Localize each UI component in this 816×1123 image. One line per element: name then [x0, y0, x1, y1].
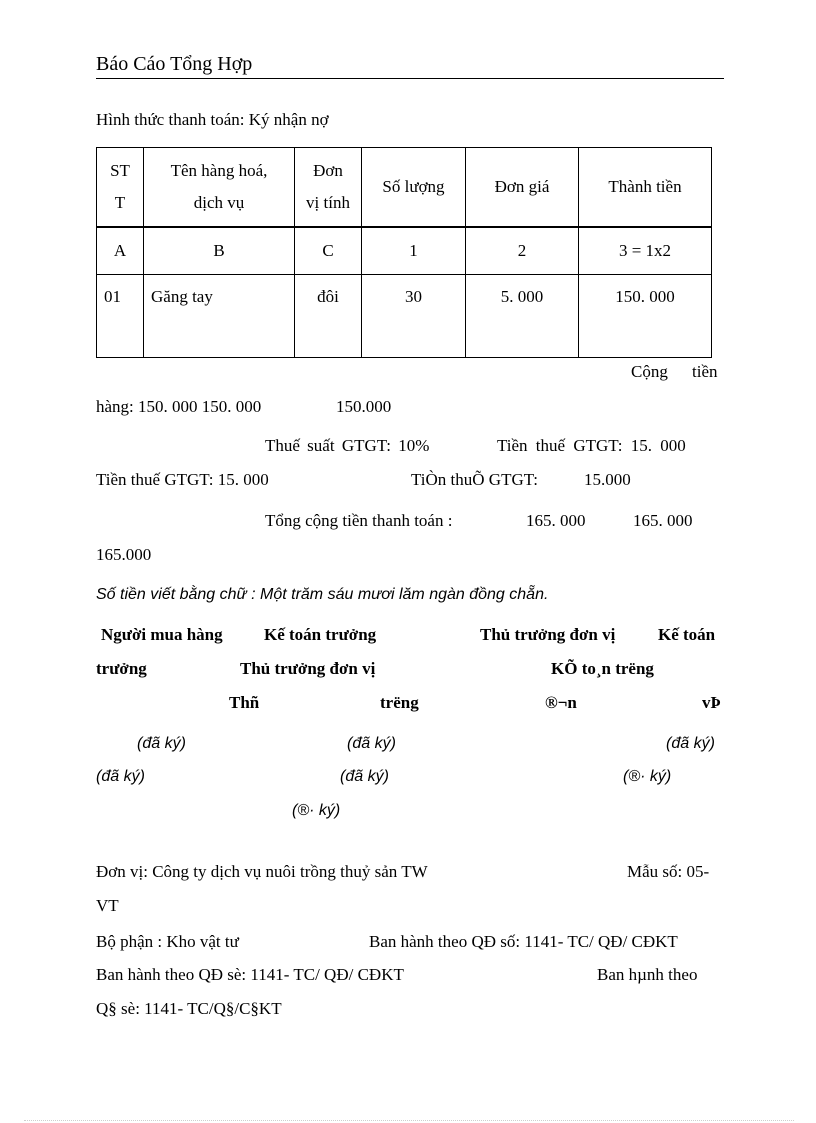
signed-mark: (đã ký)	[137, 735, 186, 752]
header-name: Tên hàng hoá, dịch vụ	[144, 148, 295, 228]
tax-rate: Thuế suất GTGT: 10%	[265, 436, 430, 455]
grand-total-label: Tổng cộng tiền thanh toán :	[265, 511, 453, 530]
department: Bộ phận : Kho vật tư	[96, 932, 239, 951]
row-amount: 150. 000	[579, 275, 712, 358]
page-title: Báo Cáo Tổng Hợp	[96, 53, 253, 75]
tax-amount-1: Tiền thuế GTGT: 15. 000	[497, 436, 686, 455]
cong-tien-value: 150.000	[336, 397, 392, 416]
grand-total-2: 165. 000	[633, 511, 693, 530]
signed-mark: (đã ký)	[347, 735, 396, 752]
decision-2: Ban hành theo QĐ sè: 1141- TC/ QĐ/ CĐKT	[96, 965, 404, 984]
sig-garbled-5: vÞ	[702, 693, 721, 712]
sig-buyer: Người mua hàng	[101, 625, 223, 644]
table-header-row	[97, 148, 712, 228]
cong-tien-line: hàng: 150. 000 150. 000	[96, 397, 262, 416]
table-code-row	[97, 227, 712, 275]
header-price: Đơn giá	[466, 148, 579, 228]
code-cell: 3 = 1x2	[579, 227, 712, 275]
signed-mark: (®· ký)	[623, 768, 672, 785]
header-divider	[96, 78, 724, 79]
signed-mark: (®· ký)	[292, 802, 341, 819]
decision-1: Ban hành theo QĐ số: 1141- TC/ QĐ/ CĐKT	[369, 932, 678, 951]
sig-head: Thủ trưởng đơn vị	[480, 625, 616, 644]
row-price: 5. 000	[466, 275, 579, 358]
payment-method: Hình thức thanh toán: Ký nhận nợ	[96, 110, 329, 129]
header-stt: ST T	[97, 148, 144, 228]
amount-in-words: Số tiền viết bằng chữ : Một trăm sáu mươi lăm ngàn đồng chẵn.	[96, 586, 549, 603]
grand-total-1: 165. 000	[526, 511, 586, 530]
sig-accountant-b: trưởng	[96, 659, 147, 678]
row-name: Găng tay	[144, 275, 295, 358]
sig-garbled-2: Thñ	[229, 693, 260, 712]
form-number: Mẫu số: 05-	[627, 862, 710, 881]
header-amount: Thành tiền	[579, 148, 712, 228]
grand-total-3: 165.000	[96, 545, 152, 564]
row-qty: 30	[362, 275, 466, 358]
sig-garbled-1: KÕ to¸n trëng	[551, 659, 654, 678]
signed-mark: (đã ký)	[96, 768, 145, 785]
cong-tien-label-b: tiền	[692, 362, 718, 381]
sig-chief-accountant: Kế toán trưởng	[264, 625, 377, 644]
tax-amount-3-value: 15.000	[584, 470, 631, 489]
form-number-cont: VT	[96, 896, 119, 915]
code-cell: 1	[362, 227, 466, 275]
signed-mark: (đã ký)	[666, 735, 715, 752]
row-stt: 01	[97, 275, 144, 358]
code-cell: C	[295, 227, 362, 275]
table-row	[97, 275, 712, 358]
decision-3a: Ban hµnh theo	[597, 965, 698, 984]
signed-mark: (đã ký)	[340, 768, 389, 785]
decision-3b: Q§ sè: 1141- TC/Q§/C§KT	[96, 999, 282, 1018]
sig-garbled-3: trëng	[380, 693, 419, 712]
header-unit: Đơn vị tính	[295, 148, 362, 228]
page-bottom-divider	[24, 1120, 794, 1121]
tax-amount-3-label: TiÒn thuÕ GTGT:	[411, 470, 538, 489]
header-qty: Số lượng	[362, 148, 466, 228]
cong-tien-label-a: Cộng	[631, 362, 668, 381]
code-cell: 2	[466, 227, 579, 275]
invoice-table	[96, 147, 712, 358]
unit-name: Đơn vị: Công ty dịch vụ nuôi trồng thuỷ sản TW	[96, 862, 428, 881]
sig-accountant-a: Kế toán	[658, 625, 716, 644]
tax-amount-2: Tiền thuế GTGT: 15. 000	[96, 470, 269, 489]
code-cell: B	[144, 227, 295, 275]
sig-garbled-4: ®¬n	[545, 693, 577, 712]
sig-head-2: Thủ trưởng đơn vị	[240, 659, 376, 678]
code-cell: A	[97, 227, 144, 275]
row-unit: đôi	[295, 275, 362, 358]
